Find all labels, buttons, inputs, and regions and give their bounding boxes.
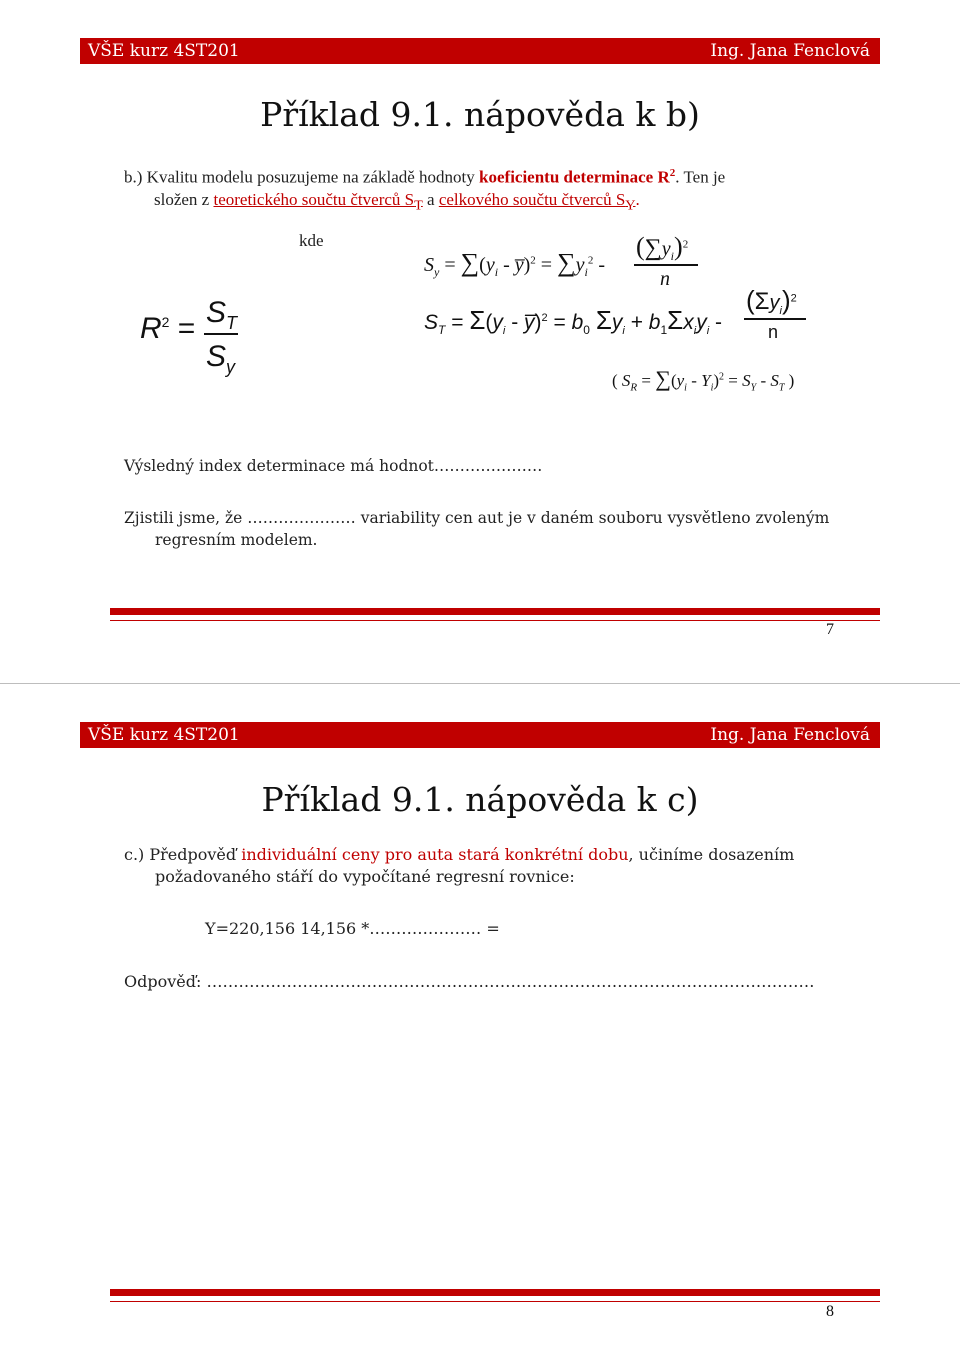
slide-header	[80, 38, 880, 64]
st-frac-num: $(\Sigma y_i)^2$	[746, 285, 797, 317]
r2-lhs: $R^2$ =	[140, 312, 196, 345]
prediction-line-2: požadovaného stáří do vypočítané regresní rovnice:	[155, 867, 575, 886]
page-number: 8	[826, 1303, 834, 1320]
slide-title: Příklad 9.1. nápověda k c)	[261, 780, 699, 819]
answer-line: Odpověď: ……………………………………………………………………………………………………	[124, 972, 815, 991]
regression-equation: Y=220,156 14,156 *………………… =	[205, 919, 500, 938]
prediction-paragraph	[124, 844, 864, 888]
sy-fraction-bar	[634, 264, 698, 266]
st-equation-text: $S_T = \Sigma(y_i$ - y̅)$^2$ = $b_0$ $\Sigma y_i + b_1\Sigma x_iy_i$ -	[424, 305, 722, 338]
individual-price-highlight: individuální ceny pro auta stará konkrétní dobu	[241, 845, 629, 864]
sr-formula: ( $S_R = \sum(y_i - Y_i)^2 = S_Y - S_T$ )	[612, 366, 795, 394]
sy-link[interactable]: celkového součtu čtverců $S_Y$	[438, 189, 636, 214]
conclusion-line-1: Zjistili jsme, že ………………… variability cen aut je v daném souboru vysvětleno zvoleným	[124, 509, 830, 527]
footer-line	[110, 1301, 880, 1302]
st-link[interactable]: teoretického součtu čtverců $S_T$	[213, 189, 423, 214]
conclusion-line-2: regresním modelem.	[155, 531, 318, 549]
page-number: 7	[826, 621, 834, 638]
sy-equation-text: $S_y = \sum(y_i$ - y̅)$^2$ = $\sum y_i^2$ -	[424, 248, 606, 279]
slide-header	[80, 722, 880, 748]
footer-bar	[110, 1289, 880, 1296]
coefficient-highlight: koeficientu determinace R	[479, 167, 670, 187]
course-label: VŠE kurz 4ST201	[88, 41, 240, 61]
footer-bar	[110, 608, 880, 615]
intro-line-1: b.) Kvalitu modelu posuzujeme na základě hodnoty koeficientu determinace $R^2$. Ten je	[124, 167, 726, 187]
sy-frac-den: n	[660, 268, 670, 290]
st-fraction-bar	[744, 318, 806, 320]
kde-label: kde	[299, 231, 324, 250]
sy-frac-num: $(\sum y_i)^2$	[636, 232, 689, 263]
r2-fraction-bar	[204, 333, 238, 335]
slide-title: Příklad 9.1. nápověda k b)	[260, 95, 700, 134]
course-label: VŠE kurz 4ST201	[88, 725, 240, 745]
result-line: Výsledný index determinace má hodnot…………………	[124, 457, 543, 475]
slide-7	[0, 0, 960, 683]
prediction-line-1: c.) Předpověď individuální ceny pro auta stará konkrétní dobu, učiníme dosazením	[124, 845, 795, 864]
intro-paragraph	[124, 162, 844, 216]
r2-numerator: $S_T$	[206, 296, 238, 333]
slide-8	[0, 684, 960, 1367]
author-label: Ing. Jana Fenclová	[710, 725, 870, 745]
footer-line	[110, 620, 880, 621]
conclusion-paragraph	[124, 507, 844, 551]
author-label: Ing. Jana Fenclová	[710, 41, 870, 61]
r2-denominator: $S_y$	[206, 340, 236, 377]
intro-line-2: složen z teoretického součtu čtverců $S_T$ a celkového součtu čtverců $S_Y$.	[154, 189, 640, 214]
st-frac-den: n	[768, 322, 779, 342]
